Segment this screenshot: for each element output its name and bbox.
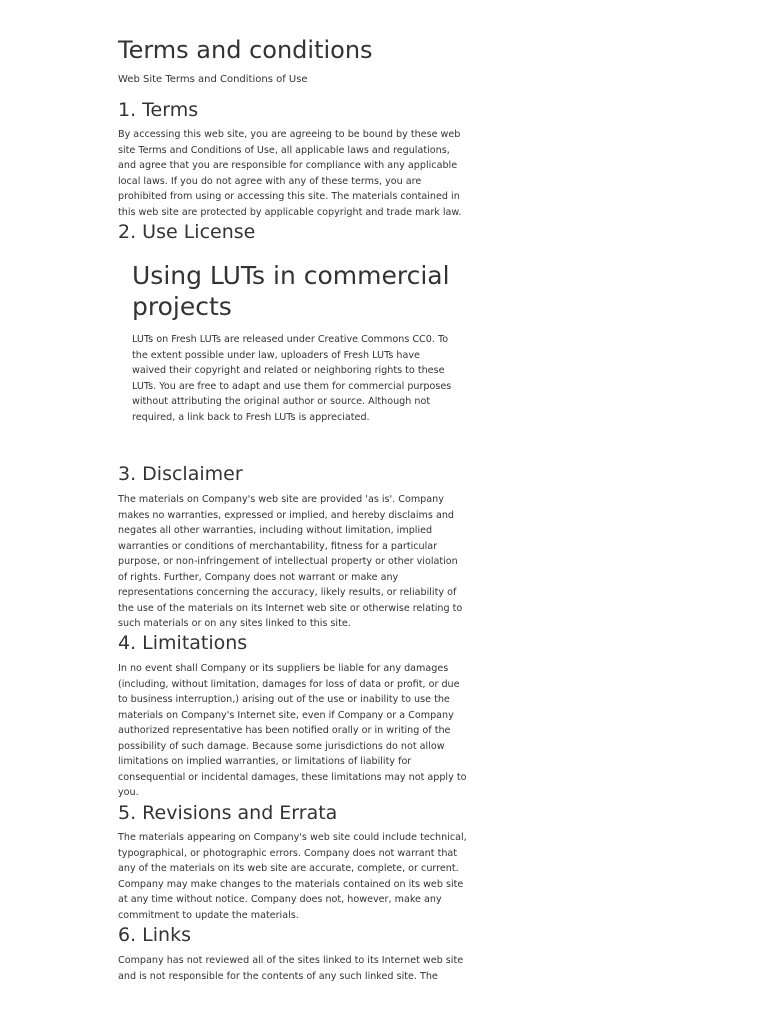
section-body-disclaimer: The materials on Company's web site are provided 'as is'. Company makes no warranties, expressed or implied, and hereby disclaims and negates all other warranties, including without limitation, implied warranties or conditions of merchantability, fitness for a particular purpose, or non-infringement of intellectual property or other violation of rights. Further, Company does not warrant or make any representations concerning the accuracy, likely results, or reliability of the use of the materials on its Internet web site or otherwise relating to such materials or on any sites linked to this site. <box>118 494 463 629</box>
license-embed-title: Using LUTs in commercial projects <box>132 261 450 321</box>
section-heading-revisions: 5. Revisions and Errata <box>118 802 338 824</box>
section-body-revisions: The materials appearing on Company's web site could include technical, typographical, or photographic errors. Company does not warrant that any of the materials on its web site are accurate, complete, or current. Company may make changes to the materials contained on its web site at any time without notice. Company does not, however, make any commitment to update the materials. <box>118 832 467 921</box>
section-heading-terms: 1. Terms <box>118 99 199 121</box>
license-embed <box>132 260 452 425</box>
section-heading-limitations: 4. Limitations <box>118 632 248 654</box>
page-subtitle: Web Site Terms and Conditions of Use <box>118 74 308 85</box>
section-heading-links: 6. Links <box>118 924 191 946</box>
section-body-limitations: In no event shall Company or its suppliers be liable for any damages (including, without limitation, damages for loss of data or profit, or due to business interruption,) arising out of the use or inability to use the materials on Company's Internet site, even if Company or a Company authorized representative has been notified orally or in writing of the possibility of such damage. Because some jurisdictions do not allow limitations on implied warranties, or limitations of liability for consequential or incidental damages, these limitations may not apply to you. <box>118 663 467 798</box>
section-heading-use-license: 2. Use License <box>118 221 256 243</box>
section-body-links: Company has not reviewed all of the sites linked to its Internet web site and is not responsible for the contents of any such linked site. The <box>118 955 464 982</box>
page-title: Terms and conditions <box>118 36 373 64</box>
license-embed-body: LUTs on Fresh LUTs are released under Creative Commons CC0. To the extent possible under law, uploaders of Fresh LUTs have waived their copyright and related or neighboring rights to these LUTs. You are free to adapt and use them for commercial purposes without attributing the original author or source. Although not required, a link back to Fresh LUTs is appreciated. <box>132 334 452 423</box>
section-body-terms: By accessing this web site, you are agreeing to be bound by these web site Terms and Conditions of Use, all applicable laws and regulations, and agree that you are responsible for compliance with any applicable local laws. If you do not agree with any of these terms, you are prohibited from using or accessing this site. The materials contained in this web site are protected by applicable copyright and trade mark law. <box>118 129 462 218</box>
section-heading-disclaimer: 3. Disclaimer <box>118 463 243 485</box>
